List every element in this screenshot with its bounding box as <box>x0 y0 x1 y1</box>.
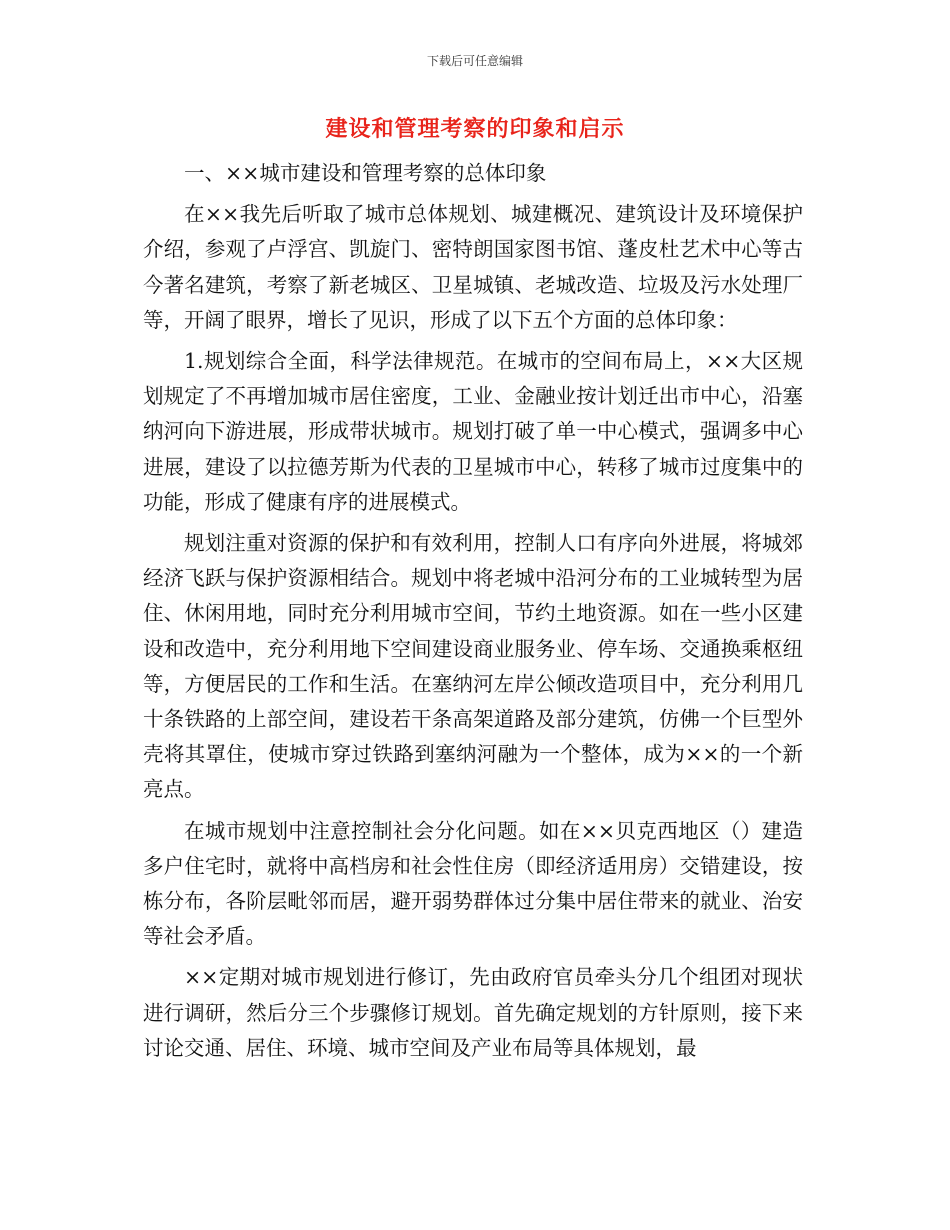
paragraph-resources: 规划注重对资源的保护和有效利用，控制人口有序向外进展，将城郊经济飞跃与保护资源相结合。规划中将老城中沿河分布的工业城转型为居住、休闲用地，同时充分利用城市空间，节约土地资源。如在一些小区建设和改造中，充分利用地下空间建设商业服务业、停车场、交通换乘枢纽等，方便居民的工作和生活。在塞纳河左岸公倾改造项目中，充分利用几十条铁路的上部空间，建设若干条高架道路及部分建筑，仿佛一个巨型外壳将其罩住，使城市穿过铁路到塞纳河融为一个整体，成为××的一个新亮点。 <box>143 531 803 802</box>
paragraph-revision: ××定期对城市规划进行修订，先由政府官员牵头分几个组团对现状进行调研，然后分三个步骤修订规划。首先确定规划的方针原则，接下来讨论交通、居住、环境、城市空间及产业布局等具体规划，最 <box>143 965 803 1060</box>
paragraph-social: 在城市规划中注意控制社会分化问题。如在××贝克西地区（）建造多户住宅时，就将中高档房和社会性住房（即经济适用房）交错建设，按栋分布，各阶层毗邻而居，避开弱势群体过分集中居住带来的就业、治安等社会矛盾。 <box>143 818 803 949</box>
header-note: 下载后可任意编辑 <box>426 54 523 68</box>
paragraph-intro: 在××我先后听取了城市总体规划、城建概况、建筑设计及环境保护介绍，参观了卢浮宫、凯旋门、密特朗国家图书馆、蓬皮杜艺术中心等古今著名建筑，考察了新老城区、卫星城镇、老城改造、垃圾及污水处理厂等，开阔了眼界，增长了见识，形成了以下五个方面的总体印象： <box>143 202 803 332</box>
document-body <box>143 156 803 1066</box>
document-title: 建设和管理考察的印象和启示 <box>325 117 625 142</box>
paragraph-point-1: 1.规划综合全面，科学法律规范。在城市的空间布局上，××大区规划规定了不再增加城市居住密度，工业、金融业按计划迁出市中心，沿塞纳河向下游进展，形成带状城市。规划打破了单一中心模式，强调多中心进展，建设了以拉德芳斯为代表的卫星城市中心，转移了城市过度集中的功能，形成了健康有序的进展模式。 <box>143 349 803 514</box>
section-heading: 一、××城市建设和管理考察的总体印象 <box>184 161 547 185</box>
